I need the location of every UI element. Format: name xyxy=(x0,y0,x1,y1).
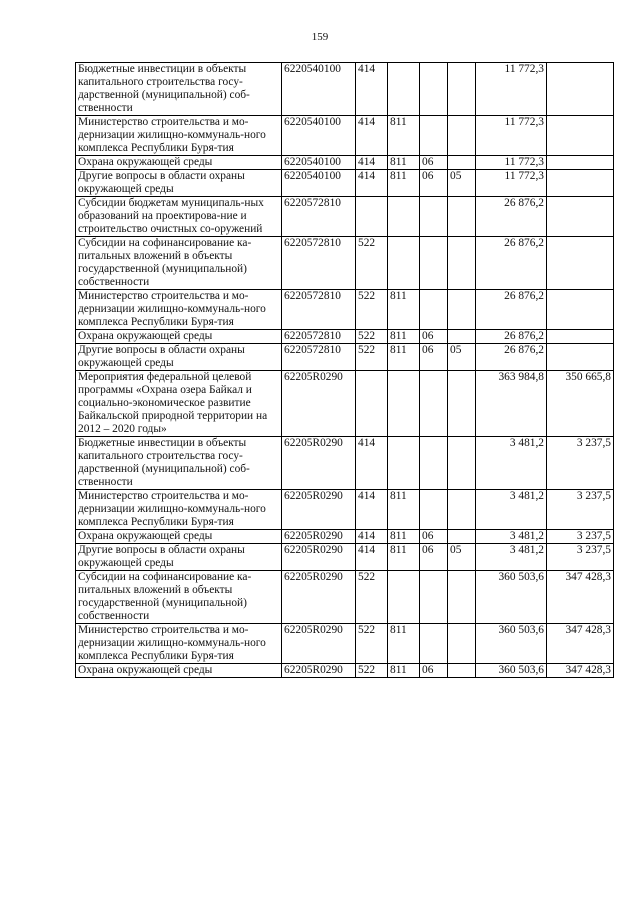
subsection-cell: 05 xyxy=(448,344,476,371)
subsection-cell xyxy=(448,437,476,490)
budget-table-body xyxy=(76,63,614,678)
subsection-cell xyxy=(448,63,476,116)
amount-year2-cell: 3 237,5 xyxy=(547,530,614,544)
row-name-cell: Министерство строительства и мо-дернизации жилищно-коммуналь-ного комплекса Республики Буря-тия xyxy=(76,490,282,530)
row-name-cell: Субсидии на софинансирование ка-питальных вложений в объекты государственной (муниципальной) собственности xyxy=(76,237,282,290)
administrator-cell: 811 xyxy=(388,530,420,544)
expense-type-cell: 414 xyxy=(356,437,388,490)
amount-year1-cell: 360 503,6 xyxy=(476,571,547,624)
target-article-cell: 6220540100 xyxy=(282,170,356,197)
section-cell xyxy=(420,237,448,290)
expense-type-cell: 414 xyxy=(356,63,388,116)
table-row xyxy=(76,530,614,544)
section-cell xyxy=(420,490,448,530)
amount-year1-cell: 26 876,2 xyxy=(476,290,547,330)
expense-type-cell: 414 xyxy=(356,530,388,544)
target-article-cell: 62205R0290 xyxy=(282,371,356,437)
amount-year1-cell: 360 503,6 xyxy=(476,664,547,678)
administrator-cell xyxy=(388,197,420,237)
table-row xyxy=(76,371,614,437)
row-name-cell: Министерство строительства и мо-дернизации жилищно-коммуналь-ного комплекса Республики Буря-тия xyxy=(76,624,282,664)
administrator-cell: 811 xyxy=(388,344,420,371)
row-name-cell: Другие вопросы в области охраны окружающей среды xyxy=(76,344,282,371)
amount-year2-cell xyxy=(547,63,614,116)
administrator-cell: 811 xyxy=(388,624,420,664)
amount-year2-cell: 3 237,5 xyxy=(547,544,614,571)
section-cell: 06 xyxy=(420,156,448,170)
target-article-cell: 62205R0290 xyxy=(282,664,356,678)
section-cell xyxy=(420,116,448,156)
target-article-cell: 6220540100 xyxy=(282,156,356,170)
section-cell: 06 xyxy=(420,344,448,371)
subsection-cell xyxy=(448,371,476,437)
table-row xyxy=(76,490,614,530)
target-article-cell: 6220540100 xyxy=(282,116,356,156)
target-article-cell: 6220572810 xyxy=(282,330,356,344)
table-row xyxy=(76,63,614,116)
amount-year2-cell: 350 665,8 xyxy=(547,371,614,437)
amount-year2-cell: 3 237,5 xyxy=(547,490,614,530)
row-name-cell: Бюджетные инвестиции в объекты капитального строительства госу-дарственной (муниципальной) соб-ственности xyxy=(76,63,282,116)
table-row xyxy=(76,116,614,156)
section-cell xyxy=(420,437,448,490)
amount-year1-cell: 26 876,2 xyxy=(476,237,547,290)
amount-year2-cell: 3 237,5 xyxy=(547,437,614,490)
subsection-cell: 05 xyxy=(448,170,476,197)
amount-year2-cell xyxy=(547,116,614,156)
target-article-cell: 62205R0290 xyxy=(282,437,356,490)
subsection-cell xyxy=(448,530,476,544)
row-name-cell: Охрана окружающей среды xyxy=(76,156,282,170)
target-article-cell: 6220572810 xyxy=(282,237,356,290)
section-cell: 06 xyxy=(420,170,448,197)
expense-type-cell: 414 xyxy=(356,156,388,170)
target-article-cell: 6220572810 xyxy=(282,290,356,330)
target-article-cell: 62205R0290 xyxy=(282,530,356,544)
table-row xyxy=(76,344,614,371)
amount-year1-cell: 11 772,3 xyxy=(476,116,547,156)
row-name-cell: Министерство строительства и мо-дернизации жилищно-коммуналь-ного комплекса Республики Буря-тия xyxy=(76,290,282,330)
section-cell: 06 xyxy=(420,530,448,544)
table-row xyxy=(76,170,614,197)
section-cell: 06 xyxy=(420,330,448,344)
administrator-cell xyxy=(388,237,420,290)
section-cell xyxy=(420,290,448,330)
amount-year1-cell: 26 876,2 xyxy=(476,197,547,237)
subsection-cell xyxy=(448,624,476,664)
expense-type-cell: 522 xyxy=(356,344,388,371)
administrator-cell xyxy=(388,571,420,624)
administrator-cell: 811 xyxy=(388,116,420,156)
amount-year2-cell xyxy=(547,330,614,344)
subsection-cell xyxy=(448,116,476,156)
expense-type-cell: 522 xyxy=(356,290,388,330)
amount-year2-cell xyxy=(547,197,614,237)
administrator-cell: 811 xyxy=(388,490,420,530)
subsection-cell xyxy=(448,571,476,624)
administrator-cell xyxy=(388,437,420,490)
expense-type-cell: 414 xyxy=(356,170,388,197)
administrator-cell: 811 xyxy=(388,170,420,197)
subsection-cell xyxy=(448,197,476,237)
expense-type-cell: 414 xyxy=(356,116,388,156)
amount-year1-cell: 3 481,2 xyxy=(476,437,547,490)
subsection-cell: 05 xyxy=(448,544,476,571)
section-cell xyxy=(420,371,448,437)
administrator-cell: 811 xyxy=(388,330,420,344)
subsection-cell xyxy=(448,290,476,330)
target-article-cell: 6220572810 xyxy=(282,344,356,371)
administrator-cell: 811 xyxy=(388,664,420,678)
subsection-cell xyxy=(448,330,476,344)
amount-year1-cell: 3 481,2 xyxy=(476,544,547,571)
amount-year1-cell: 11 772,3 xyxy=(476,170,547,197)
table-row xyxy=(76,156,614,170)
row-name-cell: Охрана окружающей среды xyxy=(76,530,282,544)
amount-year1-cell: 26 876,2 xyxy=(476,330,547,344)
amount-year2-cell: 347 428,3 xyxy=(547,664,614,678)
row-name-cell: Охрана окружающей среды xyxy=(76,664,282,678)
row-name-cell: Бюджетные инвестиции в объекты капитального строительства госу-дарственной (муниципальной) соб-ственности xyxy=(76,437,282,490)
table-row xyxy=(76,664,614,678)
amount-year2-cell: 347 428,3 xyxy=(547,571,614,624)
target-article-cell: 62205R0290 xyxy=(282,490,356,530)
target-article-cell: 62205R0290 xyxy=(282,571,356,624)
expense-type-cell: 522 xyxy=(356,664,388,678)
section-cell xyxy=(420,571,448,624)
row-name-cell: Субсидии бюджетам муниципаль-ных образований на проектирова-ние и строительство очистных со-оружений xyxy=(76,197,282,237)
expense-type-cell xyxy=(356,197,388,237)
target-article-cell: 62205R0290 xyxy=(282,544,356,571)
amount-year1-cell: 26 876,2 xyxy=(476,344,547,371)
amount-year1-cell: 360 503,6 xyxy=(476,624,547,664)
amount-year1-cell: 3 481,2 xyxy=(476,490,547,530)
row-name-cell: Субсидии на софинансирование ка-питальных вложений в объекты государственной (муниципальной) собственности xyxy=(76,571,282,624)
row-name-cell: Охрана окружающей среды xyxy=(76,330,282,344)
subsection-cell xyxy=(448,156,476,170)
expense-type-cell: 414 xyxy=(356,490,388,530)
section-cell: 06 xyxy=(420,544,448,571)
amount-year1-cell: 3 481,2 xyxy=(476,530,547,544)
expense-type-cell xyxy=(356,371,388,437)
amount-year2-cell xyxy=(547,237,614,290)
table-row xyxy=(76,437,614,490)
row-name-cell: Другие вопросы в области охраны окружающей среды xyxy=(76,544,282,571)
table-row xyxy=(76,197,614,237)
table-row xyxy=(76,330,614,344)
table-row xyxy=(76,624,614,664)
expense-type-cell: 522 xyxy=(356,624,388,664)
amount-year2-cell: 347 428,3 xyxy=(547,624,614,664)
table-row xyxy=(76,571,614,624)
target-article-cell: 6220572810 xyxy=(282,197,356,237)
expense-type-cell: 522 xyxy=(356,571,388,624)
administrator-cell: 811 xyxy=(388,156,420,170)
row-name-cell: Другие вопросы в области охраны окружающей среды xyxy=(76,170,282,197)
expense-type-cell: 522 xyxy=(356,330,388,344)
section-cell xyxy=(420,63,448,116)
target-article-cell: 6220540100 xyxy=(282,63,356,116)
expense-type-cell: 522 xyxy=(356,237,388,290)
section-cell xyxy=(420,624,448,664)
page-number: 159 xyxy=(311,31,329,43)
section-cell: 06 xyxy=(420,664,448,678)
amount-year2-cell xyxy=(547,156,614,170)
table-row xyxy=(76,544,614,571)
row-name-cell: Министерство строительства и мо-дернизации жилищно-коммуналь-ного комплекса Республики Буря-тия xyxy=(76,116,282,156)
amount-year1-cell: 363 984,8 xyxy=(476,371,547,437)
table-row xyxy=(76,237,614,290)
row-name-cell: Мероприятия федеральной целевой программы «Охрана озера Байкал и социально-экономическое развитие Байкальской природной территории на 2012 – 2020 годы» xyxy=(76,371,282,437)
administrator-cell xyxy=(388,63,420,116)
subsection-cell xyxy=(448,237,476,290)
target-article-cell: 62205R0290 xyxy=(282,624,356,664)
amount-year2-cell xyxy=(547,170,614,197)
amount-year1-cell: 11 772,3 xyxy=(476,63,547,116)
amount-year2-cell xyxy=(547,344,614,371)
administrator-cell: 811 xyxy=(388,544,420,571)
section-cell xyxy=(420,197,448,237)
amount-year1-cell: 11 772,3 xyxy=(476,156,547,170)
subsection-cell xyxy=(448,664,476,678)
administrator-cell xyxy=(388,371,420,437)
administrator-cell: 811 xyxy=(388,290,420,330)
subsection-cell xyxy=(448,490,476,530)
table-row xyxy=(76,290,614,330)
amount-year2-cell xyxy=(547,290,614,330)
expense-type-cell: 414 xyxy=(356,544,388,571)
budget-table xyxy=(75,62,614,678)
